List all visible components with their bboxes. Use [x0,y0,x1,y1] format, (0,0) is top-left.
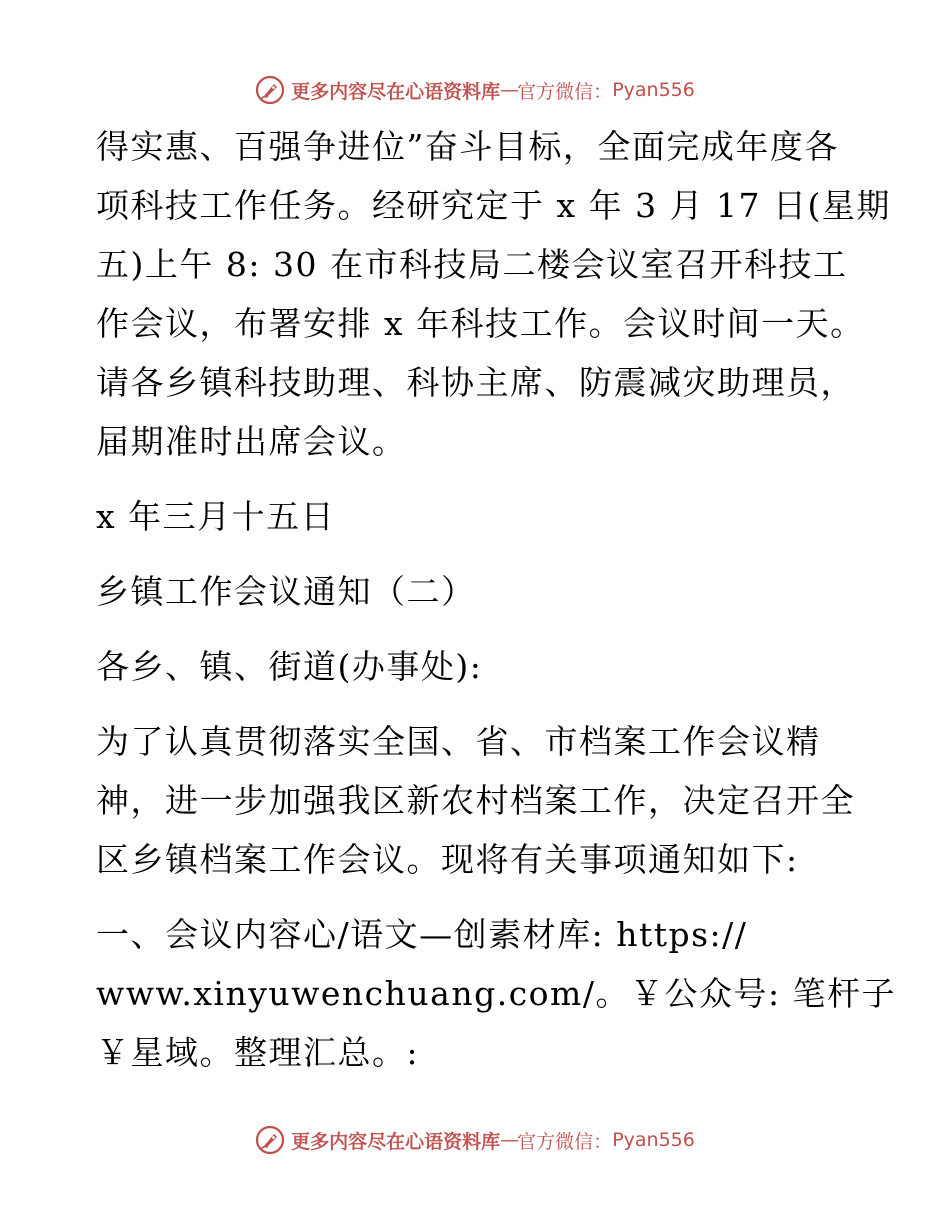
text-line: 请各乡镇科技助理、科协主席、防震减灾助理员， [96,363,855,402]
banner-dash: — [500,79,518,101]
text-line: 届期准时出席会议。 [96,422,407,461]
paragraph-meeting-content [96,905,897,1082]
text-line: 作会议，布署安排 x 年科技工作。会议时间一天。 [96,304,865,343]
banner-sub-text: 官方微信： [517,80,613,103]
footer-banner [0,1120,950,1160]
pen-nib-circle-icon [255,75,285,105]
text-line: 区乡镇档案工作会议。现将有关事项通知如下: [96,840,799,879]
text-line: 一、会议内容心/语文—创素材库: https:// [96,915,748,954]
document-body [96,117,897,1082]
banner-main-text: 更多内容尽在心语资料库 [291,1130,501,1153]
pen-nib-circle-icon [255,1125,285,1155]
paragraph-archive-meeting [96,712,856,889]
text-line: 各乡、镇、街道(办事处): [96,647,483,686]
text-line: 五)上午 8: 30 在市科技局二楼会议室召开科技工 [96,245,848,284]
paragraph-meeting-notice [96,117,891,471]
banner-handle: Pyan556 [612,1129,695,1151]
text-line: 为了认真贯彻落实全国、省、市档案工作会议精 [96,722,821,761]
text-line: x 年三月十五日 [96,497,336,536]
text-line: 乡镇工作会议通知（二） [96,572,476,611]
text-line: 得实惠、百强争进位”奋斗目标，全面完成年度各 [96,127,839,166]
section-title [96,562,856,621]
text-line: ￥星域。整理汇总。: [96,1033,420,1072]
banner-main-text: 更多内容尽在心语资料库 [291,80,501,103]
salutation [96,637,856,696]
date-line [96,487,856,546]
banner-handle: Pyan556 [612,79,695,101]
text-line: 项科技工作任务。经研究定于 x 年 3 月 17 日(星期 [96,186,891,225]
banner-dash: — [500,1129,518,1151]
text-line: 神，进一步加强我区新农村档案工作，决定召开全 [96,781,855,820]
banner-sub-text: 官方微信： [517,1130,613,1153]
text-line: www.xinyuwenchuang.com/。￥公众号: 笔杆子 [96,974,897,1013]
header-banner [0,70,950,110]
